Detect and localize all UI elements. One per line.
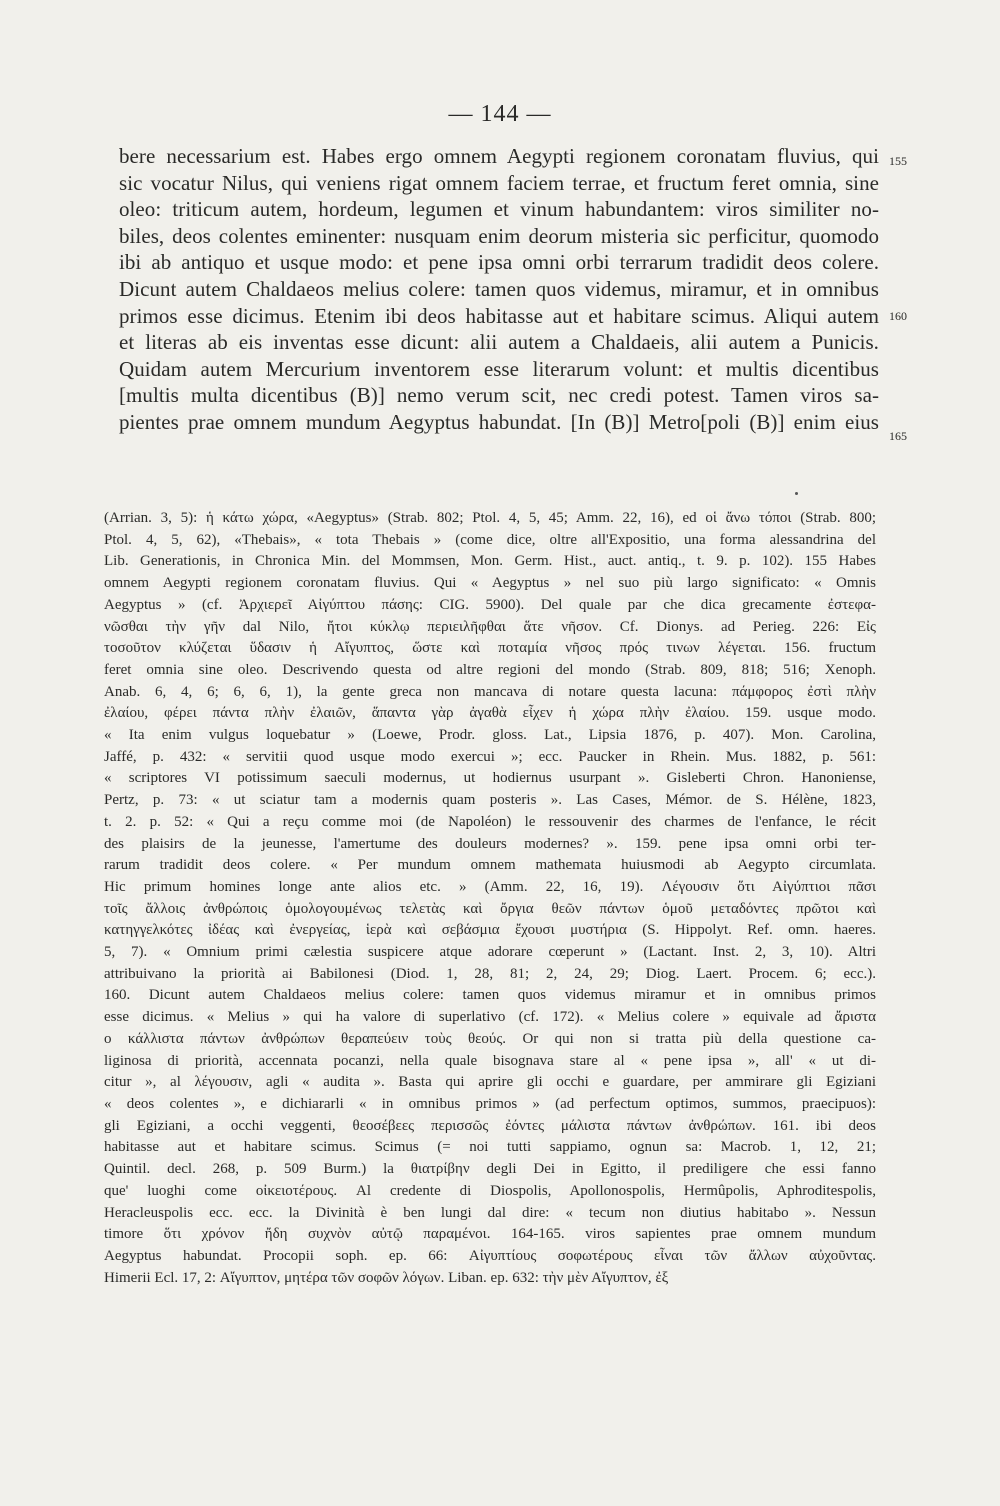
note-line: des plaisirs de la jeunesse, l'amertume des douleurs modernes? ». 159. pene ipsa omni orbi ter- xyxy=(104,835,876,852)
main-text-line: oleo: triticum autem, hordeum, legumen et vinum habundantem: viros similiter no- xyxy=(119,197,879,222)
note-line: attribuivano la priorità ai Babilonesi (Diod. 1, 28, 81; 2, 24, 29; Diog. Laert. Procem. 6; ecc.). xyxy=(104,965,876,982)
main-text-line: pientes prae omnem mundum Aegyptus habundat. [In (B)] Metro[poli (B)] enim eius xyxy=(119,409,879,434)
note-line: Aegyptus » (cf. Ἀρχιερεῖ Αἰγύπτου πάσης: CIG. 5900). Del quale par che dica grecamente ἐστεφα- xyxy=(104,596,876,613)
main-text-line: bere necessarium est. Habes ergo omnem Aegypti regionem coronatam fluvius, qui xyxy=(119,144,879,168)
line-number: 165 xyxy=(889,429,907,443)
note-line: t. 2. p. 52: « Qui a reçu comme moi (de Napoléon) le ressouvenir des charmes de l'enfance, le récit xyxy=(104,813,876,830)
note-line: timore ὅτι χρόνον ἤδη συχνὸν αὐτῷ παραμένοι. 164-165. viros sapientes prae omnem mundum xyxy=(104,1226,876,1243)
main-text-line: primos esse dicimus. Etenim ibi deos habitasse aut et habitare scimus. Aliqui autem xyxy=(119,303,879,328)
main-text-line: biles, deos colentes eminenter: nusquam enim deorum misteria sic perficitur, quomodo xyxy=(119,223,879,248)
separator-dot xyxy=(795,492,798,495)
note-line: « Ita enim vulgus loquebatur » (Loewe, Prodr. gloss. Lat., Lipsia 1876, p. 407). Mon. Carolina, xyxy=(104,727,876,744)
note-line: Quintil. decl. 268, p. 509 Burm.) la θιατρίβην degli Dei in Egitto, il prediligere che essi fanno xyxy=(104,1161,876,1178)
note-line: « scriptores VI potissimum saeculi modernus, ut hodiernus usurpant ». Gisleberti Chron. Hanoniense, xyxy=(104,770,876,787)
note-line: Anab. 6, 4, 6; 6, 6, 1), la gente greca non mancava di notare questa lacuna: πάμφορος ἐστὶ πλὴν xyxy=(104,683,876,700)
note-line: τοσοῦτον κλύζεται ὕδασιν ἡ Αἴγυπτος, ὥστε καὶ ποταμία νῆσος πρός τινων λέγεται. 156. fructum xyxy=(104,640,876,657)
note-line: esse dicimus. « Melius » qui ha valore di superlativo (cf. 172). « Melius colere » equivale ad ἄριστα xyxy=(104,1009,876,1026)
line-number: 160 xyxy=(889,309,907,323)
note-line: liginosa di priorità, accennata pocanzi, nella quale bisognava stare al « pene ipsa », all' « ut di- xyxy=(104,1052,876,1069)
note-line: κατηγγελκότες ἰδέας καὶ ἐνεργείας, ἱερὰ καὶ σεβάσμια ἔχουσι μυστήρια (S. Hippolyt. Ref. omn. haeres. xyxy=(104,922,876,939)
note-line: 5, 7). « Omnium primi cælestia suspicere atque adorare cœperunt » (Lactant. Inst. 2, 3, 10). Altri xyxy=(104,944,876,961)
note-line: Hic primum homines longe ante alios etc. » (Amm. 22, 16, 19). Λέγουσιν ὅτι Αἰγύπτιοι πᾶσι xyxy=(104,878,876,895)
commentary-notes xyxy=(104,508,876,1289)
note-line: τοῖς ἄλλοις ἀνθρώποις ὁμολογουμένως τελετὰς καὶ ὄργια θεῶν πάντων ὁμοῦ μεταδόντες πρῶτοι καὶ xyxy=(104,900,876,917)
note-line: « deos colentes », e dichiararli « in omnibus primos » (ad perfectum optimos, summos, praecipuos): xyxy=(104,1095,876,1112)
note-line: Ptol. 4, 5, 62), «Thebais», « tota Thebais » (come dice, oltre all'Expositio, una forma alessandrina del xyxy=(104,531,876,548)
main-text-line: Dicunt autem Chaldaeos melius colere: tamen quos videmus, miramur, et in omnibus xyxy=(119,276,879,301)
note-line: ἐλαίου, φέρει πάντα πλὴν ἐλαιῶν, ἅπαντα γὰρ ἀγαθὰ εἶχεν ἡ χώρα πλὴν ἐλαίου. 159. usque modo. xyxy=(104,705,876,722)
note-line: citur », al λέγουσιν, agli « audita ». Basta qui aprire gli occhi e guardare, per ammirare gli Egiziani xyxy=(104,1074,876,1091)
note-line: gli Egiziani, a occhi veggenti, θεοσέβεες περισσῶς ἐόντες μάλιστα πάντων ἀνθρώπων. 161. ibi deos xyxy=(104,1117,876,1134)
note-line: rarum tradidit deos colere. « Per mundum omnem mathemata huiusmodi ab Aegypto circumlata. xyxy=(104,857,876,874)
main-text-line: ibi ab antiquo et usque modo: et pene ipsa omni orbi terrarum tradidit deos colere. xyxy=(119,250,879,275)
note-line: ο κάλλιστα πάντων ἀνθρώπων θεραπεύειν τοὺς θεούς. Or qui non si tratta più della questione ca- xyxy=(104,1030,876,1047)
main-text-line: Quidam autem Mercurium inventorem esse literarum volunt: et multis dicentibus xyxy=(119,356,879,381)
note-line: Lib. Generationis, in Chronica Min. del Mommsen, Mon. Germ. Hist., auct. antiq., t. 9. p. 102). 155 Habes xyxy=(104,553,876,570)
note-line: omnem Aegypti regionem coronatam fluvius. Qui « Aegyptus » nel suo più largo significato: « Omnis xyxy=(104,575,876,592)
note-line: feret omnia sine oleo. Descrivendo questa od altre regioni del mondo (Strab. 809, 818; 516; Xenoph. xyxy=(104,661,876,678)
note-line: habitasse aut et habitare scimus. Scimus (= noi tutti sappiamo, ognun sa: Macrob. 1, 12, 21; xyxy=(104,1139,876,1156)
note-line: (Arrian. 3, 5): ἡ κάτω χώρα, «Aegyptus» (Strab. 802; Ptol. 4, 5, 45; Amm. 22, 16), ed οἱ ἄνω τόποι (Strab. 800; xyxy=(104,510,876,526)
note-line: Himerii Ecl. 17, 2: Αἴγυπτον, μητέρα τῶν σοφῶν λόγων. Liban. ep. 632: τὴν μὲν Αἴγυπτον, ἐξ xyxy=(104,1269,669,1286)
main-text-line: sic vocatur Nilus, qui veniens rigat omnem faciem terrae, et fructum feret omnia, sine xyxy=(119,170,879,195)
note-line: νῶσθαι τὴν γῆν dal Nilo, ἤτοι κύκλῳ περιειλῆφθαι ἅτε νῆσον. Cf. Dionys. ad Perieg. 226: Εἰς xyxy=(104,618,876,635)
note-line: 160. Dicunt autem Chaldaeos melius colere: tamen quos videmus miramur et in omnibus primos xyxy=(104,987,876,1004)
note-line: Jaffé, p. 432: « servitii quod usque modo exercui »; ecc. Paucker in Rhein. Mus. 1882, p. 561: xyxy=(104,748,876,765)
note-line: Heracleuspolis ecc. ecc. la Divinità è ben lungi dal dire: « tecum non diutius habitabo ». Nessun xyxy=(104,1204,876,1221)
main-text-line: et literas ab eis inventas esse dicunt: alii autem a Chaldaeis, alii autem a Punicis. xyxy=(119,330,879,355)
main-text xyxy=(119,143,879,436)
note-line: Aegyptus habundat. Procopii soph. ep. 66: Αἰγυπτίους σοφωτέρους εἶναι τῶν ἄλλων αὐχοῦντας. xyxy=(104,1247,876,1264)
note-line: Pertz, p. 73: « ut sciatur tam a modernis quam posteris ». Las Cases, Mémor. de S. Hélène, 1823, xyxy=(104,792,876,809)
page-number: — 144 — xyxy=(448,101,552,127)
note-line: que' luoghi come οἰκειοτέρους. Al credente di Diospolis, Apollonospolis, Hermûpolis, Aphroditespolis, xyxy=(104,1182,876,1199)
line-number: 155 xyxy=(889,154,907,168)
main-text-line: [multis multa dicentibus (B)] nemo verum scit, nec credi potest. Tamen viros sa- xyxy=(119,383,879,408)
